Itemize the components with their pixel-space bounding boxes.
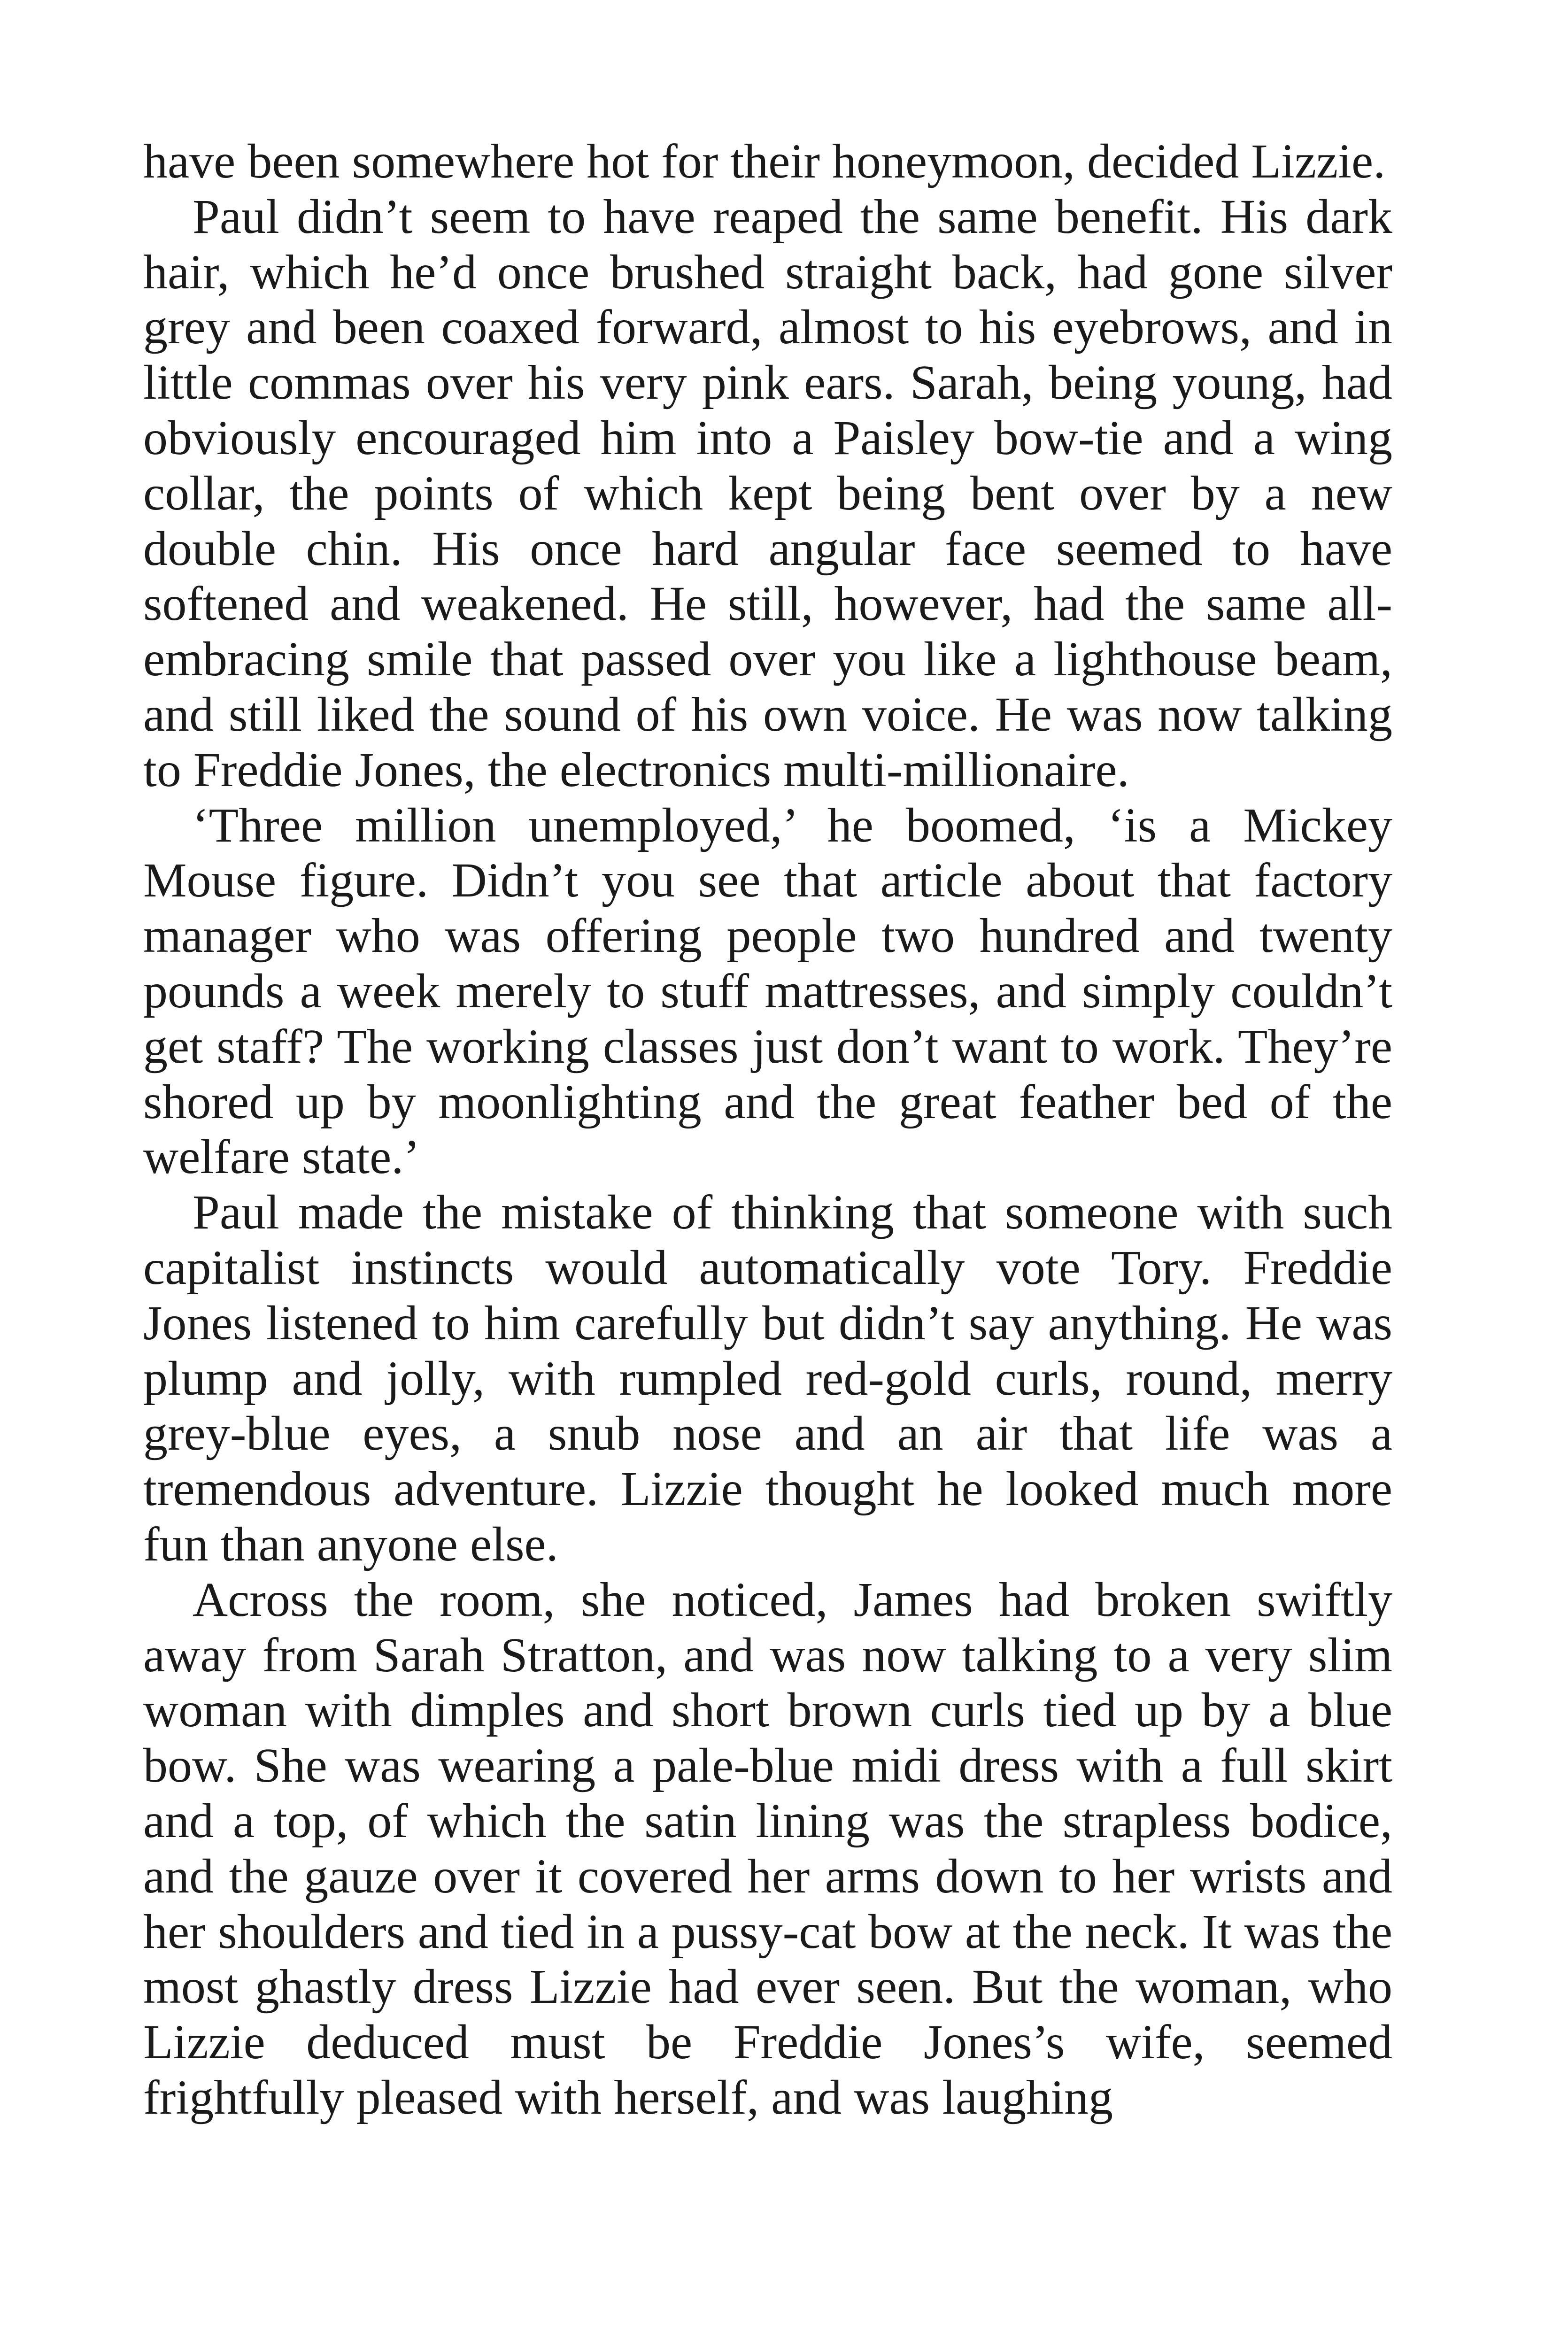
- body-text: [143, 134, 1392, 2125]
- paragraph-across-the-room: Across the room, she noticed, James had broken swiftly away from Sarah Stratton, and was now talking to a very slim woman with dimples and short brown curls tied up by a blue bow. She was wearing a pale-blue midi dress with a full skirt and a top, of which the satin lining was the strapless bodice, and the gauze over it covered her arms down to her wrists and her shoulders and tied in a pussy-cat bow at the neck. It was the most ghastly dress Lizzie had ever seen. But the woman, who Lizzie deduced must be Freddie Jones’s wife, seemed frightfully pleased with herself, and was laughing: [143, 1572, 1392, 2124]
- paragraph-freddie-jones: Paul made the mistake of thinking that someone with such capitalist instincts would automatically vote Tory. Freddie Jones listened to him carefully but didn’t say anything. He was plump and jolly, with rumpled red-gold curls, round, merry grey-blue eyes, a snub nose and an air that life was a tremendous adventure. Lizzie thought he looked much more fun than anyone else.: [143, 1185, 1392, 1571]
- paragraph-paul-description: Paul didn’t seem to have reaped the same benefit. His dark hair, which he’d once brushed straight back, had gone silver grey and been coaxed forward, almost to his eyebrows, and in little commas over his very pink ears. Sarah, being young, had obviously encouraged him into a Paisley bow-tie and a wing collar, the points of which kept being bent over by a new double chin. His once hard angular face seemed to have softened and weakened. He still, however, had the same all-embracing smile that passed over you like a lighthouse beam, and still liked the sound of his own voice. He was now talking to Freddie Jones, the electronics multi-millionaire.: [143, 189, 1392, 797]
- paragraph-continuation: have been somewhere hot for their honeymoon, decided Lizzie.: [143, 134, 1386, 188]
- paragraph-unemployment-quote: ‘Three million unemployed,’ he boomed, ‘is a Mickey Mouse figure. Didn’t you see that article about that factory manager who was offering people two hundred and twenty pounds a week merely to stuff mattresses, and simply couldn’t get staff? The working classes just don’t want to work. They’re shored up by moonlighting and the great feather bed of the welfare state.’: [143, 798, 1392, 1184]
